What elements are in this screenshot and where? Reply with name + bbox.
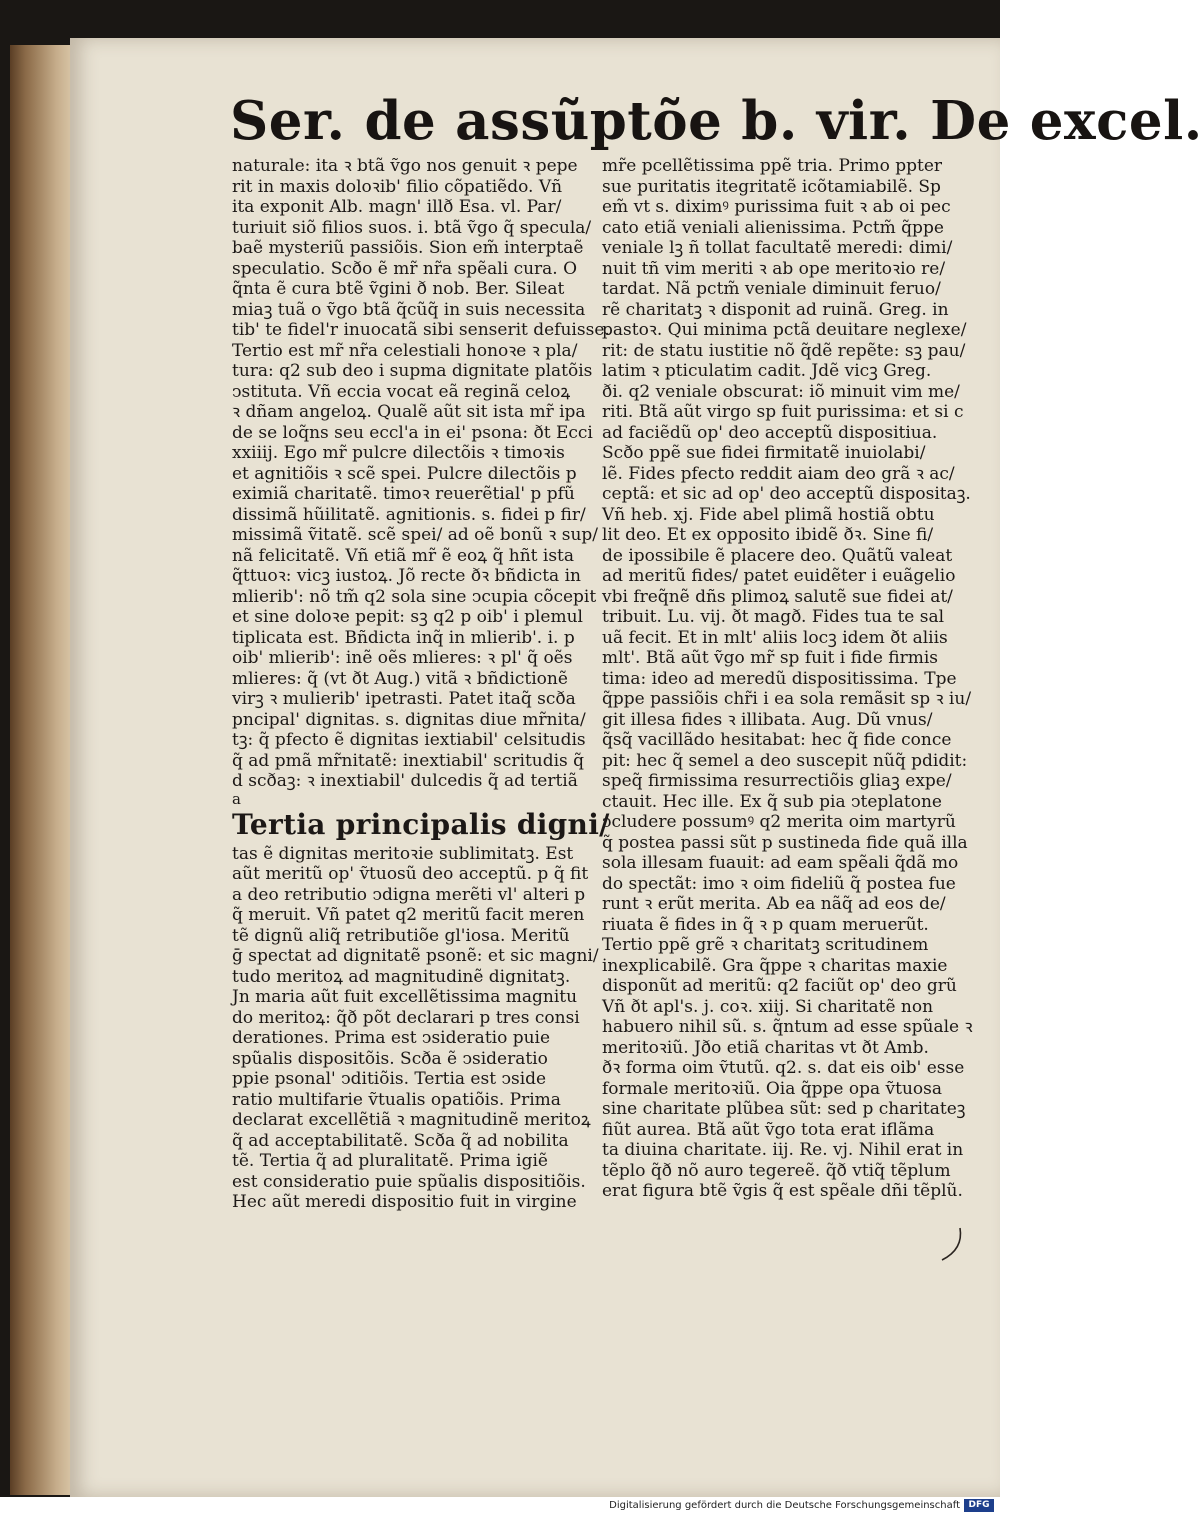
text-line: q̃sq̃ vacillãdo hesitabat: hec q̃ fide conce	[602, 730, 952, 750]
text-line: Tertio est mr̃ nr̃a celestiali honoꝛe ꝛ pla/	[232, 340, 578, 361]
text-line: rit: de statu iustitie nõ q̃dẽ repẽte: sꝫ pau/	[602, 340, 966, 361]
text-line: q̃ meruit. Vñ patet q2 meritũ facit meren	[232, 905, 585, 925]
text-line: tꝫ: q̃ pfecto ẽ dignitas iextiabil' celsitudis	[232, 730, 586, 750]
text-line: tura: q2 sub deo i supma dignitate platõis	[232, 361, 593, 381]
text-line: sine charitate plũbea sũt: sed p charitateꝫ	[602, 1099, 966, 1119]
text-line: tiplicata est. Bñdicta inq̃ in mlierib'. i. p	[232, 627, 575, 648]
text-line: ad meritũ fides/ patet euidẽter i euãgelio	[602, 566, 956, 586]
text-line: turiuit siõ filios suos. i. btã ṽgo q̃ specula/	[232, 217, 592, 238]
text-line: nã felicitatẽ. Vñ etiã mr̃ ẽ eoꝝ q̃ hñt ista	[232, 545, 575, 566]
text-line: mlierib': nõ tm̃ q2 sola sine ↄcupia cõcepit	[232, 586, 597, 607]
text-line: rẽ charitatꝫ ꝛ disponit ad ruinã. Greg. in	[602, 299, 949, 320]
text-line: tas ẽ dignitas meritoꝛie sublimitatꝫ. Est	[232, 843, 574, 864]
text-line: virꝫ ꝛ mulierib' ipetrasti. Patet itaq̃ scða	[232, 689, 576, 709]
text-line: riti. Btã aũt virgo sp fuit purissima: et si c	[602, 402, 964, 422]
text-line: latim ꝛ pticulatim cadit. Jdẽ vicꝫ Greg.	[602, 361, 932, 381]
text-line: Jn maria aũt fuit excellẽtissima magnitu	[232, 987, 578, 1007]
left-column-text-top	[232, 156, 610, 792]
text-line: vbi freq̃nẽ dñs plimoꝝ salutẽ sue fidei at/	[602, 586, 953, 607]
text-line: lit deo. Et ex opposito ibidẽ ðꝛ. Sine fi/	[602, 525, 934, 545]
text-line: mlt'. Btã aũt ṽgo mr̃ sp fuit i fide firmis	[602, 648, 939, 668]
text-line: sue puritatis itegritatẽ icõtamiabilẽ. Sp	[602, 176, 941, 197]
text-line: em̃ vt s. diximꝰ purissima fuit ꝛ ab oi pec	[602, 197, 951, 217]
right-column	[602, 156, 973, 1202]
text-line: Scðo ppẽ sue fidei firmitatẽ inuiolabi/	[602, 443, 926, 463]
text-line: ði. q2 veniale obscurat: iõ minuit vim me/	[602, 381, 960, 402]
text-line: meritoꝛiũ. Jðo etiã charitas vt ðt Amb.	[602, 1037, 929, 1058]
text-line: dissimã hũilitatẽ. agnitionis. s. fidei p fir/	[232, 504, 586, 525]
text-line: tardat. Nã pctm̃ veniale diminuit feruo/	[602, 279, 941, 299]
text-line: tẽ. Tertia q̃ ad pluralitatẽ. Prima igiẽ	[232, 1151, 548, 1171]
text-line: do spectãt: imo ꝛ oim fideliũ q̃ postea fue	[602, 873, 956, 894]
text-line: tẽ dignũ aliq̃ retributiõe gl'iosa. Meritũ	[232, 925, 570, 946]
left-column-text-bottom	[232, 843, 599, 1213]
text-line: tudo meritoꝝ ad magnitudinẽ dignitatꝫ.	[232, 966, 571, 987]
text-line: oib' mlierib': inẽ oẽs mlieres: ꝛ pl' q̃ oẽs	[232, 648, 573, 668]
text-line: derationes. Prima est ↄsideratio puie	[232, 1028, 551, 1048]
text-line: fiũt aurea. Btã aũt ṽgo tota erat iflãma	[602, 1119, 935, 1140]
text-line: sola illesam fuauit: ad eam spẽali q̃dã mo	[602, 853, 959, 873]
text-line: tima: ideo ad meredũ dispositissima. Tpe	[602, 668, 957, 689]
text-line: Vñ heb. xj. Fide abel plimã hostiã obtu	[602, 504, 935, 525]
text-line: ad faciẽdũ op' deo acceptũ dispositiua.	[602, 422, 938, 443]
text-line: rit in maxis doloꝛib' filio cõpatiẽdo. Vñ	[232, 176, 563, 197]
text-line: pncipal' dignitas. s. dignitas diue mr̃nita/	[232, 709, 586, 730]
text-line: ḡ spectat ad dignitatẽ psonẽ: et sic magni/	[232, 946, 599, 966]
text-line: pastoꝛ. Qui minima pctã deuitare neglexe/	[602, 320, 967, 340]
text-line: xxiiij. Ego mr̃ pulcre dilectõis ꝛ timoꝛis	[232, 443, 565, 463]
text-line: ita exponit Alb. magn' illð Esa. vl. Par/	[232, 197, 562, 217]
text-line: ppie psonal' ↄditiõis. Tertia est ↄside	[232, 1069, 547, 1089]
text-line: veniale lꝫ ñ tollat facultatẽ meredi: dimi/	[602, 238, 953, 258]
text-line: lẽ. Fides pfecto reddit aiam deo grã ꝛ ac/	[602, 463, 955, 484]
text-line: erat figura btẽ ṽgis q̃ est spẽale dñi tẽplũ.	[602, 1181, 963, 1201]
text-line: Vñ ðt apl's. j. coꝛ. xiij. Si charitatẽ non	[602, 996, 934, 1017]
text-line: formale meritoꝛiũ. Oia q̃ppe opa ṽtuosa	[602, 1078, 943, 1099]
text-line: ta diuina charitate. iij. Re. vj. Nihil erat in	[602, 1140, 964, 1160]
text-line: d scðaꝫ: ꝛ inextiabil' dulcedis q̃ ad tertiã	[232, 771, 578, 791]
text-line: speq̃ firmissima resurrectiõis gliaꝫ expe/	[602, 771, 952, 791]
right-column-text	[602, 156, 973, 1202]
text-line: spũalis dispositõis. Scða ẽ ↄsideratio	[232, 1048, 548, 1069]
text-line: de ipossibile ẽ placere deo. Quãtũ valeat	[602, 545, 953, 566]
signature-mark: a	[232, 789, 241, 808]
book-page-edges	[10, 45, 72, 1495]
text-line: ratio multifarie ṽtualis opatiõis. Prima	[232, 1089, 561, 1110]
text-line: q̃ ad acceptabilitatẽ. Scða q̃ ad nobilita	[232, 1130, 569, 1151]
text-line: ceptã: et sic ad op' deo acceptũ dispositaꝫ.	[602, 484, 971, 504]
text-line: tib' te fidel'r inuocatã sibi senserit defuisse.	[232, 320, 610, 340]
text-line: Hec aũt meredi dispositio fuit in virgine	[232, 1192, 577, 1212]
text-line: tẽplo q̃ð nõ auro tegereẽ. q̃ð vtiq̃ tẽplum	[602, 1160, 951, 1181]
text-line: Tertio ppẽ grẽ ꝛ charitatꝫ scritudinem	[602, 935, 929, 955]
text-line: q̃ttuoꝛ: vicꝫ iustoꝝ. Jõ recte ðꝛ bñdicta in	[232, 566, 581, 586]
text-line: habuero nihil sũ. s. q̃ntum ad esse spũale ꝛ	[602, 1017, 973, 1037]
pen-mark-icon	[938, 1226, 968, 1262]
text-line: et sine doloꝛe pepit: sꝫ q2 p oib' i plemul	[232, 607, 583, 627]
text-line: mr̃e pcellẽtissima ppẽ tria. Primo ppter	[602, 156, 943, 176]
text-line: aũt meritũ op' ṽtuosũ deo acceptũ. p q̃ fit	[232, 864, 589, 884]
text-line: disponũt ad meritũ: q2 faciũt op' deo grũ	[602, 976, 957, 996]
text-line: ctauit. Hec ille. Ex q̃ sub pia ↄteplatone	[602, 791, 942, 812]
text-line: est consideratio puie spũalis dispositiõis.	[232, 1171, 586, 1192]
text-line: ꝛ dñam angeloꝝ. Qualẽ aũt sit ista mr̃ ipa	[232, 402, 586, 422]
dfg-logo: DFG	[964, 1499, 994, 1512]
text-line: q̃ ad pmã mr̃nitatẽ: inextiabil' scritudis q̃	[232, 750, 585, 771]
text-line: do meritoꝝ: q̃ð põt declarari p tres consi	[232, 1007, 580, 1028]
text-line: riuata ẽ fides in q̃ ꝛ p quam meruerũt.	[602, 914, 929, 935]
text-line: ðꝛ forma oim ṽtutũ. q2. s. dat eis oib' esse	[602, 1058, 965, 1078]
text-line: a deo retributio ↄdigna merẽti vl' alteri p	[232, 884, 586, 905]
text-line: baẽ mysteriũ passiõis. Sion em̃ interptaẽ	[232, 238, 584, 258]
running-head: Ser. de assũptõe b. vir. De excel.	[230, 90, 1203, 152]
text-line: eximiã charitatẽ. timoꝛ reuerẽtial' p pfũ	[232, 484, 575, 504]
text-line: tribuit. Lu. vij. ðt magð. Fides tua te sal	[602, 607, 945, 627]
text-line: inexplicabilẽ. Gra q̃ppe ꝛ charitas maxie	[602, 955, 948, 976]
text-line: ↄcludere possumꝰ q2 merita oim martyrũ	[602, 812, 956, 832]
text-line: de se loq̃ns seu eccl'a in ei' psona: ðt Ecci	[232, 422, 593, 443]
text-line: git illesa fides ꝛ illibata. Aug. Dũ vnus/	[602, 709, 933, 730]
text-line: naturale: ita ꝛ btã ṽgo nos genuit ꝛ pepe	[232, 156, 578, 176]
text-line: uã fecit. Et in mlt' aliis locꝫ idem ðt aliis	[602, 627, 948, 648]
text-line: q̃nta ẽ cura btẽ ṽgini ð nob. Ber. Sileat	[232, 279, 565, 299]
text-line: mlieres: q̃ (vt ðt Aug.) vitã ꝛ bñdictionẽ	[232, 668, 568, 689]
footer-credit: Digitalisierung gefördert durch die Deutsche Forschungsgemeinschaft	[609, 1500, 960, 1511]
text-line: pit: hec q̃ semel a deo suscepit nũq̃ pdidit:	[602, 750, 968, 771]
footer-bar	[0, 1497, 1000, 1514]
text-line: ↄstituta. Vñ eccia vocat eã reginã celoꝝ	[232, 381, 571, 402]
text-line: q̃ postea passi sũt p sustineda fide quã illa	[602, 832, 968, 853]
left-column	[232, 156, 610, 1213]
text-line: cato etiã veniali alienissima. Pctm̃ q̃ppe	[602, 217, 944, 238]
text-line: miaꝫ tuã o ṽgo btã q̃cũq̃ in suis necessita	[232, 299, 586, 320]
text-line: speculatio. Scðo ẽ mr̃ nr̃a spẽali cura. O	[232, 258, 578, 279]
text-line: declarat excellẽtiã ꝛ magnitudinẽ meritoꝝ	[232, 1110, 591, 1130]
text-line: missimã ṽitatẽ. scẽ spei/ ad oẽ bonũ ꝛ sup/	[232, 525, 599, 545]
text-line: et agnitiõis ꝛ scẽ spei. Pulcre dilectõis p	[232, 463, 577, 484]
text-line: runt ꝛ erũt merita. Ab ea nãq̃ ad eos de/	[602, 894, 946, 914]
text-line: q̃ppe passiõis chr̃i i ea sola remãsit sp ꝛ iu/	[602, 689, 972, 709]
text-line: nuit tñ vim meriti ꝛ ab ope meritoꝛio re/	[602, 258, 946, 279]
section-heading: Tertia principalis digni/	[232, 807, 610, 841]
